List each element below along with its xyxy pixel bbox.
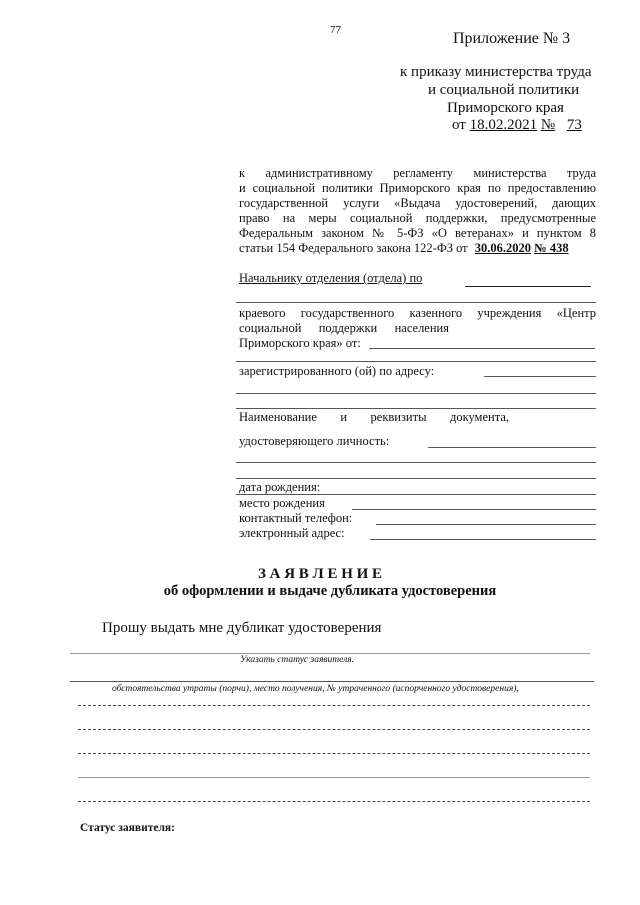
head-field[interactable] [465, 286, 591, 287]
order-date: 18.02.2021 [469, 117, 538, 133]
birth-place-label: место рождения [239, 496, 325, 510]
institution-line-3: Приморского края» от: [239, 336, 361, 350]
applicant-name-field-2[interactable] [236, 361, 596, 362]
appendix-region-line: Приморского края [447, 100, 564, 116]
status-hint: Указать статус заявителя. [240, 655, 355, 665]
institution-line: краевого государственного казенного учреждения «Центр [239, 306, 596, 320]
date-prefix: от [452, 117, 466, 133]
law-number: № 438 [534, 241, 569, 255]
doc-label-2: удостоверяющего личность: [239, 434, 390, 448]
doc-label: Наименование и реквизиты документа, [239, 410, 509, 424]
answer-line-5[interactable] [78, 801, 590, 802]
number-sign: № [540, 117, 556, 133]
order-number: 73 [566, 117, 582, 133]
id-document-field-3[interactable] [236, 478, 596, 479]
email-label: электронный адрес: [239, 526, 345, 540]
birth-date-field[interactable] [236, 494, 596, 495]
answer-line-4[interactable] [78, 777, 590, 778]
answer-line-1[interactable] [78, 705, 590, 706]
request-text: Прошу выдать мне дубликат удостоверения [102, 620, 382, 636]
birth-place-field[interactable] [352, 509, 596, 510]
document-subtitle: об оформлении и выдаче дубликата удостоверения [163, 583, 497, 599]
reg-line-1: к административному регламенту министерства труда [239, 166, 596, 180]
institution-line-2: социальной поддержки населения [239, 321, 449, 335]
appendix-date-line [452, 117, 582, 134]
applicant-status-label: Статус заявителя: [80, 822, 175, 834]
id-document-field[interactable] [428, 447, 596, 448]
reg-line-5: Федеральным законом № 5-ФЗ «О ветеранах» и пунктом 8 [239, 226, 596, 240]
document-title: З А Я В Л Е Н И Е [257, 566, 383, 582]
reg-line-2: и социальной политики Приморского края по предоставлению [239, 181, 596, 195]
appendix-order-line: к приказу министерства труда [400, 64, 592, 80]
applicant-name-field[interactable] [369, 348, 595, 349]
appendix-ministry-line: и социальной политики [428, 82, 580, 98]
law-date: 30.06.2020 [474, 241, 532, 255]
head-label: Начальнику отделения (отдела) по [239, 271, 423, 285]
birth-date-label: дата рождения: [239, 480, 321, 494]
circumstances-hint: обстоятельства утраты (порчи), место получения, № утраченного (испорченного удостоверения), [112, 684, 519, 694]
registered-label: зарегистрированного (ой) по адресу: [239, 364, 435, 378]
appendix-title: Приложение № 3 [453, 30, 571, 47]
phone-label: контактный телефон: [239, 511, 353, 525]
circumstances-field[interactable] [70, 681, 594, 682]
answer-line-3[interactable] [78, 753, 590, 754]
address-field-2[interactable] [236, 393, 596, 394]
reg-line-4: право на меры социальной поддержки, предусмотренные [239, 211, 596, 225]
page-number: 77 [330, 24, 341, 36]
phone-field[interactable] [376, 524, 596, 525]
id-document-field-2[interactable] [236, 462, 596, 463]
address-field[interactable] [484, 376, 596, 377]
reg-line-6 [239, 241, 569, 256]
reg-line-3: государственной услуги «Выдача удостоверений, дающих [239, 196, 596, 210]
status-field[interactable] [70, 653, 590, 654]
address-field-3[interactable] [236, 408, 596, 409]
head-field-2[interactable] [236, 302, 596, 303]
reg-last-text: статьи 154 Федерального закона 122-ФЗ от [239, 241, 468, 255]
email-field[interactable] [370, 539, 596, 540]
answer-line-2[interactable] [78, 729, 590, 730]
